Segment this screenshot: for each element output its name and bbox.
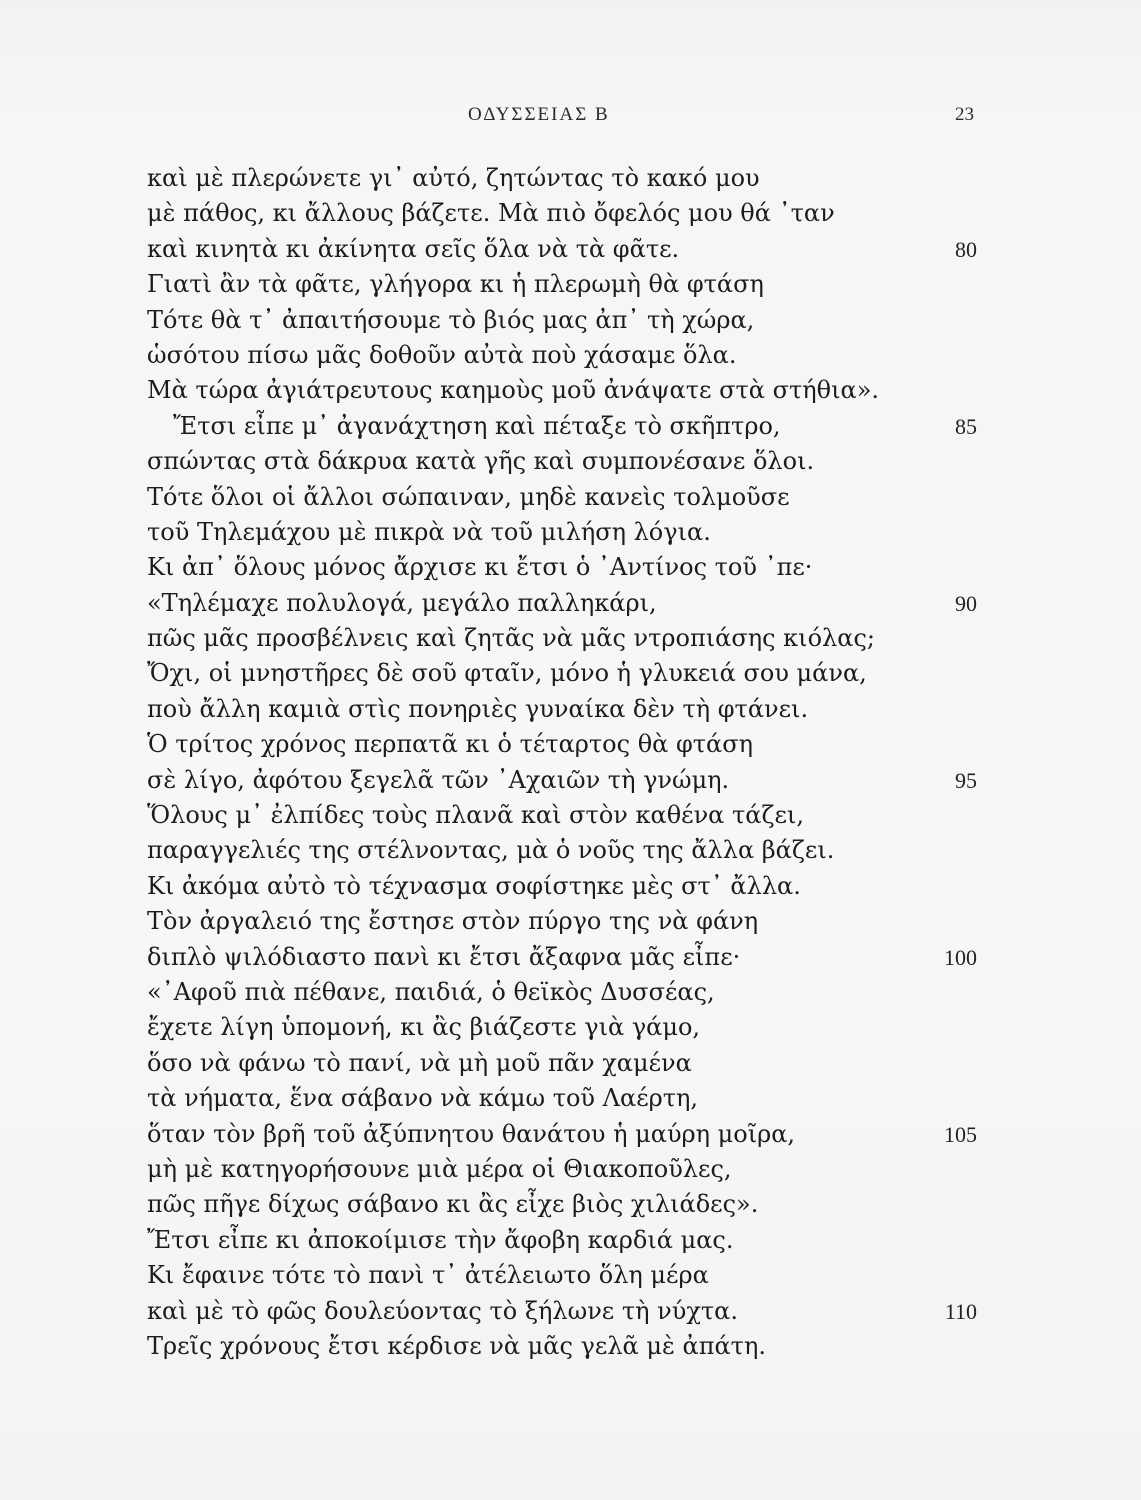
verse-line [147,833,977,868]
verse-text: Ἔτσι εἶπε μ᾽ ἀγανάχτηση καὶ πέταξε τὸ σκῆπτρο, [173,411,781,440]
verse-line [147,373,977,408]
running-title: ΟΔΥΣΣΕΙΑΣ Β [468,104,610,125]
verse-text: ποὺ ἄλλη καμιὰ στὶς πονηριὲς γυναίκα δὲν τὴ φτάνει. [147,694,809,723]
verse-line [147,586,977,621]
verse-text: Τότε ὅλοι οἱ ἄλλοι σώπαιναν, μηδὲ κανεὶς τολμοῦσε [147,482,790,511]
verse-line [147,480,977,515]
verse-text: τοῦ Τηλεμάχου μὲ πικρὰ νὰ τοῦ μιλήση λόγια. [147,517,711,546]
verse-line [147,1223,977,1258]
verse-text: ὡσότου πίσω μᾶς δοθοῦν αὐτὰ ποὺ χάσαμε ὅλα. [147,340,737,369]
verse-line [147,161,977,196]
verse-line [147,1258,977,1293]
verse-line [147,515,977,550]
verse-line [147,1152,977,1187]
verse-line [147,196,977,231]
poem-text-block [147,161,977,1364]
verse-text: μὴ μὲ κατηγορήσουνε μιὰ μέρα οἱ Θιακοποῦλες, [147,1154,732,1183]
verse-text: πῶς πῆγε δίχως σάβανο κι ἂς εἶχε βιὸς χιλιάδες». [147,1190,759,1219]
verse-line [147,763,977,798]
verse-line [147,1187,977,1222]
verse-text: καὶ κινητὰ κι ἀκίνητα σεῖς ὅλα νὰ τὰ φᾶτε. [147,234,680,263]
line-number: 100 [944,944,977,970]
verse-line [147,550,977,585]
line-number: 105 [944,1121,977,1147]
verse-text: μὲ πάθος, κι ἄλλους βάζετε. Μὰ πιὸ ὄφελός μου θά ᾽ταν [147,199,835,228]
line-number: 95 [955,767,977,793]
verse-text: Τὸν ἀργαλειό της ἔστησε στὸν πύργο της νὰ φάνη [147,907,759,936]
verse-text: τὰ νήματα, ἕνα σάβανο νὰ κάμω τοῦ Λαέρτη, [147,1084,699,1113]
verse-line [147,940,977,975]
verse-text: Γιατὶ ἂν τὰ φᾶτε, γλήγορα κι ἡ πλερωμὴ θὰ φτάση [147,270,764,299]
page-number: 23 [955,104,974,125]
verse-line [147,904,977,939]
verse-text: σπώντας στὰ δάκρυα κατὰ γῆς καὶ συμπονέσανε ὅλοι. [147,447,815,476]
verse-line [147,975,977,1010]
verse-line [147,1117,977,1152]
verse-line [147,692,977,727]
verse-text: πῶς μᾶς προσβέλνεις καὶ ζητᾶς νὰ μᾶς ντροπιάσης κιόλας; [147,624,875,653]
verse-line [147,1010,977,1045]
verse-line [147,1329,977,1364]
verse-line [147,232,977,267]
verse-text: διπλὸ ψιλόδιαστο πανὶ κι ἔτσι ἄξαφνα μᾶς εἶπε· [147,942,741,971]
verse-text: καὶ μὲ τὸ φῶς δουλεύοντας τὸ ξήλωνε τὴ νύχτα. [147,1296,738,1325]
line-number: 80 [955,236,977,262]
verse-line [147,267,977,302]
verse-line [147,444,977,479]
verse-line [147,869,977,904]
verse-text: Ὅλους μ᾽ ἐλπίδες τοὺς πλανᾶ καὶ στὸν καθένα τάζει, [147,801,804,830]
line-number: 90 [955,590,977,616]
verse-text: Κι ἔφαινε τότε τὸ πανὶ τ᾽ ἀτέλειωτο ὅλη μέρα [147,1261,709,1290]
verse-text: καὶ μὲ πλερώνετε γι᾽ αὐτό, ζητώντας τὸ κακό μου [147,164,760,192]
verse-text: Κι ἀκόμα αὐτὸ τὸ τέχνασμα σοφίστηκε μὲς στ᾽ ἄλλα. [147,871,801,900]
verse-line [147,1046,977,1081]
verse-line [147,727,977,762]
verse-line [147,338,977,373]
verse-text: ἔχετε λίγη ὑπομονή, κι ἂς βιάζεστε γιὰ γάμο, [147,1013,701,1042]
verse-line [147,798,977,833]
verse-text: σὲ λίγο, ἀφότου ξεγελᾶ τῶν ᾽Αχαιῶν τὴ γνώμη. [147,765,730,794]
verse-line [147,303,977,338]
verse-line [147,621,977,656]
verse-line [147,409,977,444]
verse-text: Ὄχι, οἱ μνηστῆρες δὲ σοῦ φταῖν, μόνο ἡ γλυκειά σου μάνα, [147,659,867,688]
verse-text: Τότε θὰ τ᾽ ἀπαιτήσουμε τὸ βιός μας ἀπ᾽ τὴ χώρα, [147,305,755,334]
page-header [0,104,1141,134]
verse-text: παραγγελιές της στέλνοντας, μὰ ὁ νοῦς της ἄλλα βάζει. [147,836,835,865]
verse-text: Ἔτσι εἶπε κι ἀποκοίμισε τὴν ἄφοβη καρδιά μας. [147,1225,734,1254]
line-number: 110 [944,1298,977,1324]
verse-text: Κι ἀπ᾽ ὅλους μόνος ἄρχισε κι ἔτσι ὁ ᾽Αντίνος τοῦ ᾽πε· [147,553,813,582]
verse-text: Ὁ τρίτος χρόνος περπατᾶ κι ὁ τέταρτος θὰ φτάση [147,730,754,759]
verse-line [147,656,977,691]
verse-text: Μὰ τώρα ἀγιάτρευτους καημοὺς μοῦ ἀνάψατε στὰ στήθια». [147,376,880,405]
verse-text: ὅσο νὰ φάνω τὸ πανί, νὰ μὴ μοῦ πᾶν χαμένα [147,1048,692,1077]
verse-text: Τρεῖς χρόνους ἔτσι κέρδισε νὰ μᾶς γελᾶ μὲ ἀπάτη. [147,1331,766,1360]
verse-line [147,1081,977,1116]
verse-line [147,1294,977,1329]
verse-text: «Τηλέμαχε πολυλογά, μεγάλο παλληκάρι, [147,588,657,617]
verse-text: ὅταν τὸν βρῆ τοῦ ἀξύπνητου θανάτου ἡ μαύρη μοῖρα, [147,1119,796,1148]
line-number: 85 [955,413,977,439]
verse-text: «᾽Αφοῦ πιὰ πέθανε, παιδιά, ὁ θεϊκὸς Δυσσέας, [147,977,715,1006]
